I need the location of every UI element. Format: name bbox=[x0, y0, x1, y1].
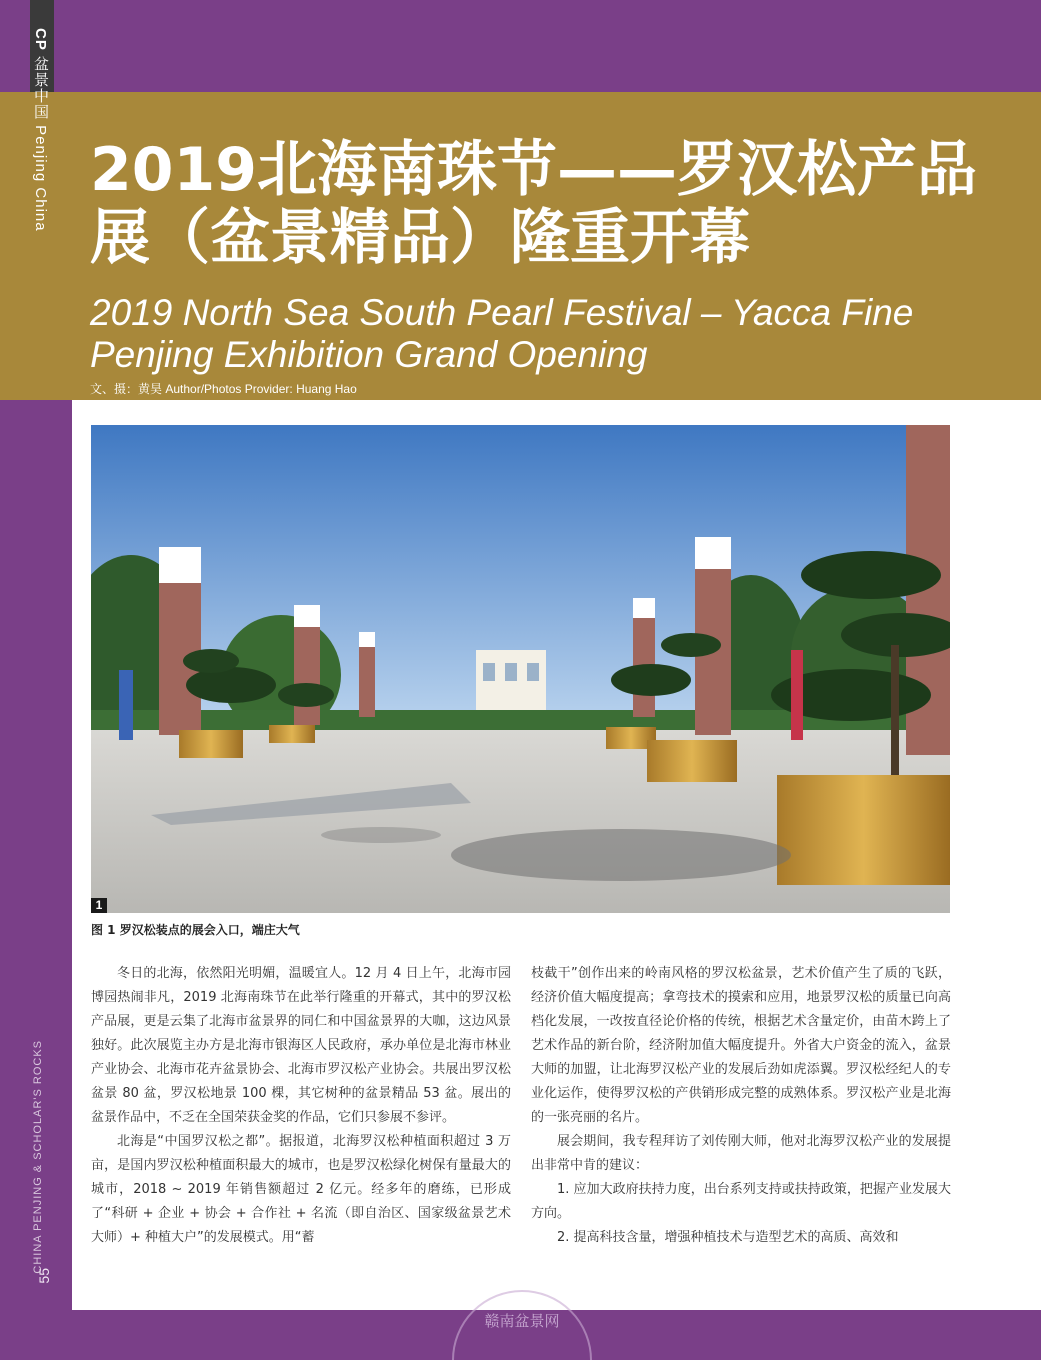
watermark-text: 赣南盆景网 bbox=[484, 1312, 560, 1330]
paragraph: 枝截干”创作出来的岭南风格的罗汉松盆景，艺术价值产生了质的飞跃，经济价值大幅度提高；拿弯技术的摸索和应用，地景罗汉松的质量已向高档化发展，一改按直径论价格的传统，根据艺术含量定价，由苗木跨上了艺术作品的新台阶，经济附加值大幅度提升。外省大户资金的流入，盆景大师的加盟，让北海罗汉松产业的发展后劲如虎添翼。罗汉松经纪人的专业化运作，使得罗汉松的产供销形成完整的成熟体系。罗汉松产业是北海的一张亮丽的名片。 bbox=[531, 966, 951, 1125]
paragraph: 北海是“中国罗汉松之都”。据报道，北海罗汉松种植面积超过 3 万亩，是国内罗汉松种植面积最大的城市，也是罗汉松绿化树保有量最大的城市，2018 ~ 2019 年销售额超过 2 亿元。经多年的磨练，已形成了“科研 + 企业 + 协会 + 合作社 + 名流（即自治区、国家级盆景艺术大师）+ 种植大户”的发展模式。用“蓄 bbox=[91, 1134, 511, 1245]
watermark-stamp bbox=[452, 1290, 592, 1360]
section-label bbox=[30, 28, 51, 232]
body-column-left bbox=[91, 962, 511, 1250]
figure-caption: 图 1 罗汉松装点的展会入口，端庄大气 bbox=[91, 923, 300, 937]
section-prefix: CP bbox=[32, 28, 49, 51]
paragraph: 2. 提高科技含量，增强种植技术与造型艺术的高质、高效和 bbox=[557, 1230, 899, 1245]
top-band bbox=[0, 0, 1041, 92]
paragraph: 展会期间，我专程拜访了刘传刚大师，他对北海罗汉松产业的发展提出非常中肯的建议： bbox=[531, 1134, 951, 1173]
article-title-english: 2019 North Sea South Pearl Festival – Yacca Fine Penjing Exhibition Grand Opening bbox=[90, 292, 914, 375]
paragraph: 冬日的北海，依然阳光明媚，温暖宜人。12 月 4 日上午，北海市园博园热闹非凡，2019 北海南珠节在此举行隆重的开幕式，其中的罗汉松产品展，更是云集了北海市盆景界的同仁和中国盆景界的大咖，这边风景独好。此次展览主办方是北海市银海区人民政府，承办单位是北海市林业产业协会、北海市花卉盆景协会、北海市罗汉松产业协会。共展出罗汉松盆景 80 盆，罗汉松地景 100 棵，其它树种的盆景精品 53 盆。展出的盆景作品中，不乏在全国荣获金奖的作品，它们只参展不参评。 bbox=[91, 966, 511, 1125]
paragraph: 1. 应加大政府扶持力度，出台系列支持或扶持政策，把握产业发展大方向。 bbox=[531, 1182, 951, 1221]
section-text: 盆景中国 Penjing China bbox=[32, 56, 49, 232]
page-number: 55 bbox=[36, 1268, 52, 1284]
article-title-chinese: 2019北海南珠节——罗汉松产品展（盆景精品）隆重开幕 bbox=[90, 135, 977, 273]
magazine-name: CHINA PENJING & SCHOLAR'S ROCKS bbox=[32, 1040, 44, 1274]
body-column-right bbox=[531, 962, 951, 1250]
exhibition-entrance-photo bbox=[91, 425, 950, 913]
figure-number: 1 bbox=[91, 898, 107, 913]
author-byline: 文、摄：黄昊 Author/Photos Provider: Huang Hao bbox=[90, 382, 357, 396]
